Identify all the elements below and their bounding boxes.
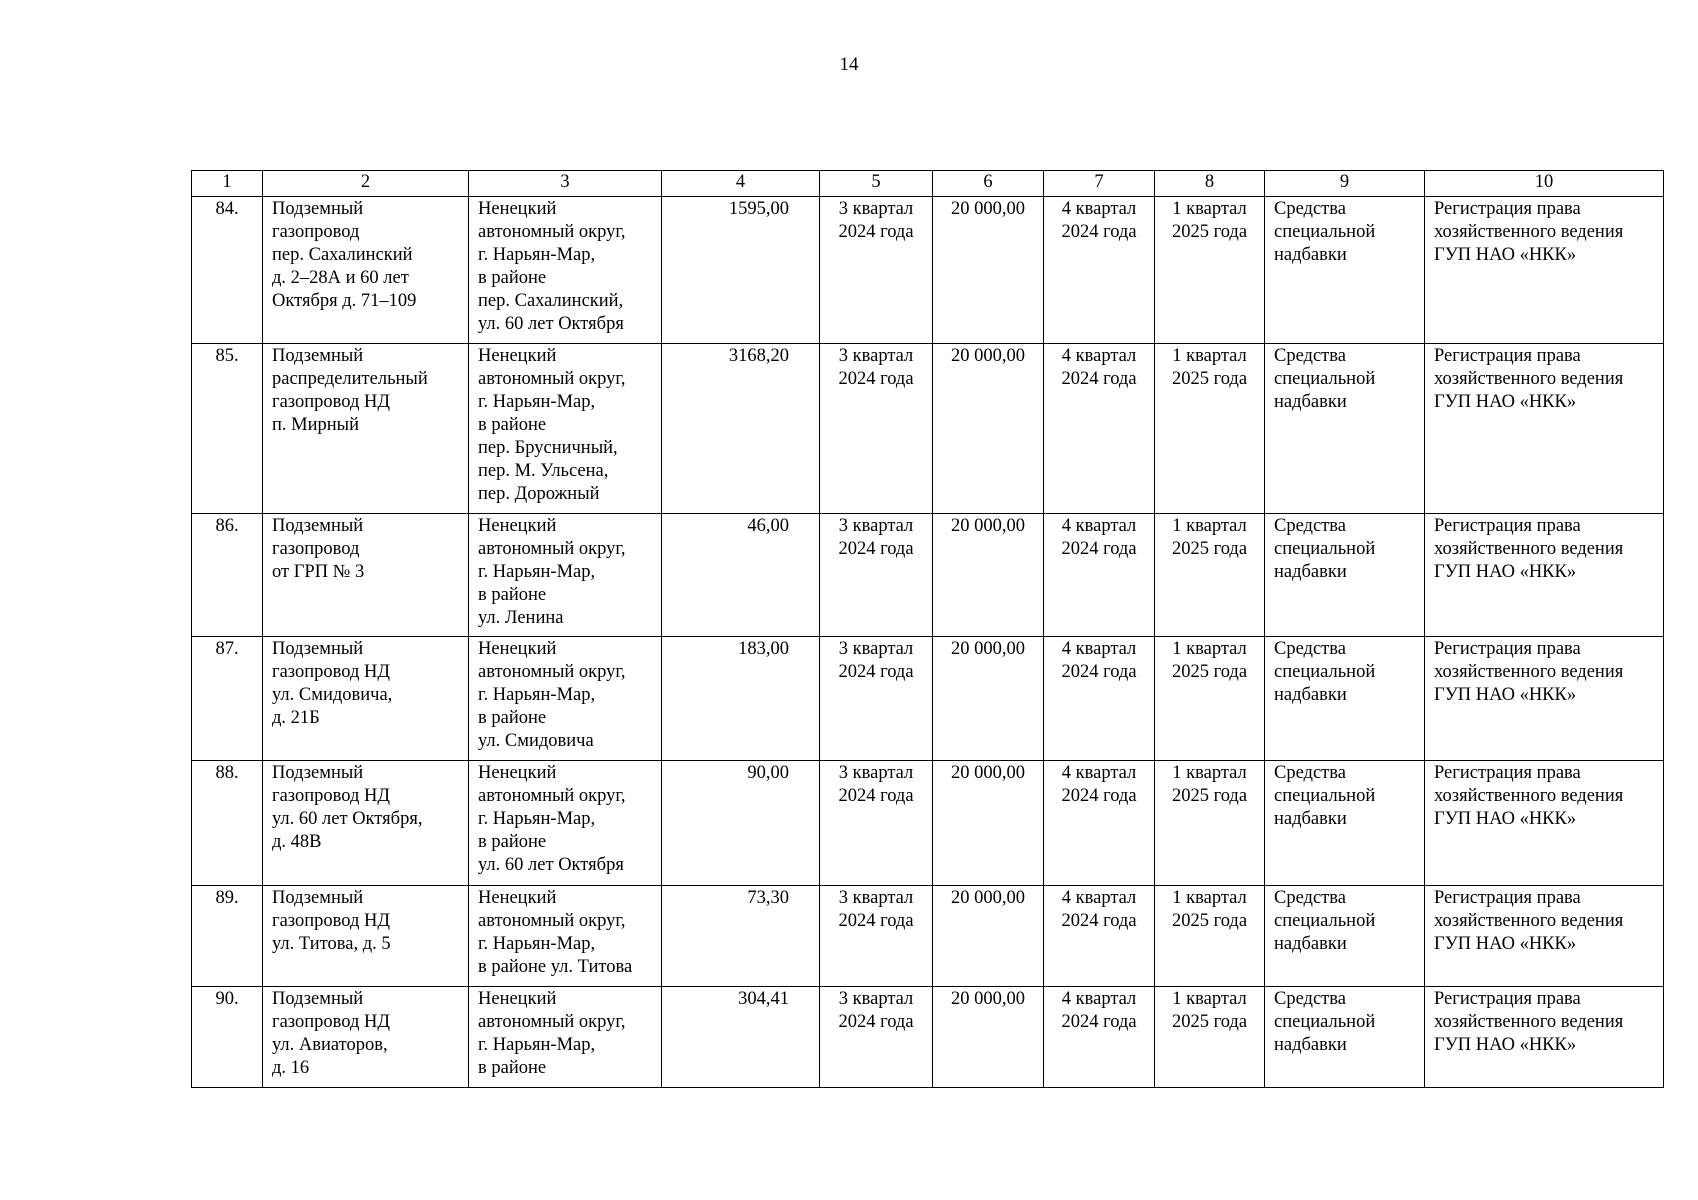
- object-location-line: Ненецкий: [478, 639, 557, 659]
- funding-source-line: Средства: [1274, 346, 1346, 366]
- funding-source-line: Средства: [1274, 199, 1346, 219]
- note: [1425, 761, 1664, 886]
- finish-period-line: 4 квартал: [1061, 989, 1137, 1009]
- object-name-line: пер. Сахалинский: [272, 245, 413, 265]
- funding-source-line: Средства: [1274, 989, 1346, 1009]
- length-value: 183,00: [662, 637, 820, 761]
- start-period-line: 2024 года: [838, 786, 914, 806]
- funding-source-line: надбавки: [1274, 562, 1347, 582]
- note: [1425, 344, 1664, 514]
- object-name: [263, 637, 469, 761]
- note-line: хозяйственного ведения: [1434, 539, 1624, 559]
- start-period-line: 2024 года: [838, 369, 914, 389]
- length-value: 304,41: [662, 987, 820, 1088]
- row-number: 86.: [192, 514, 263, 637]
- object-location-line: ул. 60 лет Октября: [478, 314, 624, 334]
- object-name-line: распределительный: [272, 369, 428, 389]
- commission-period-line: 1 квартал: [1172, 199, 1247, 219]
- commission-period-line: 2025 года: [1171, 222, 1248, 242]
- table-row: [192, 886, 1664, 987]
- finish-period-line: 4 квартал: [1061, 346, 1137, 366]
- funding-source-line: Средства: [1274, 888, 1346, 908]
- cost-value: 20 000,00: [933, 987, 1044, 1088]
- object-location-line: пер. М. Ульсена,: [478, 461, 609, 481]
- object-location: [469, 987, 662, 1088]
- object-location-line: в районе: [478, 832, 547, 852]
- note-line: Регистрация права: [1434, 346, 1581, 366]
- object-name-line: ул. Смидовича,: [272, 685, 393, 705]
- note-line: хозяйственного ведения: [1434, 369, 1624, 389]
- object-location-line: г. Нарьян-Мар,: [478, 685, 596, 705]
- object-name-line: Подземный: [272, 639, 364, 659]
- object-name-line: ул. 60 лет Октября,: [272, 809, 423, 829]
- finish-period: [1044, 637, 1155, 761]
- object-name-line: газопровод НД: [272, 786, 390, 806]
- length-value: 46,00: [662, 514, 820, 637]
- object-name-line: д. 16: [272, 1058, 310, 1078]
- start-period-line: 3 квартал: [838, 888, 914, 908]
- object-location-line: Ненецкий: [478, 516, 557, 536]
- table-row: [192, 197, 1664, 344]
- funding-source: [1265, 344, 1425, 514]
- column-number: 3: [469, 171, 662, 197]
- note-line: ГУП НАО «НКК»: [1434, 934, 1577, 954]
- note-line: ГУП НАО «НКК»: [1434, 685, 1577, 705]
- commission-period-line: 1 квартал: [1172, 763, 1247, 783]
- finish-period-line: 4 квартал: [1061, 639, 1137, 659]
- object-location-line: пер. Сахалинский,: [478, 291, 624, 311]
- funding-source-line: надбавки: [1274, 809, 1347, 829]
- column-number: 5: [820, 171, 933, 197]
- object-location-line: в районе: [478, 585, 547, 605]
- note-line: хозяйственного ведения: [1434, 662, 1624, 682]
- finish-period-line: 2024 года: [1061, 786, 1137, 806]
- funding-source-line: специальной: [1274, 911, 1376, 931]
- funding-source-line: специальной: [1274, 369, 1376, 389]
- column-number: 2: [263, 171, 469, 197]
- commission-period-line: 2025 года: [1171, 662, 1248, 682]
- cost-value: 20 000,00: [933, 197, 1044, 344]
- column-number: 8: [1155, 171, 1265, 197]
- note-line: ГУП НАО «НКК»: [1434, 1035, 1577, 1055]
- object-name: [263, 886, 469, 987]
- object-location-line: ул. Ленина: [478, 608, 564, 628]
- object-location: [469, 761, 662, 886]
- object-location-line: автономный округ,: [478, 539, 626, 559]
- note-line: Регистрация права: [1434, 199, 1581, 219]
- object-location-line: ул. Смидовича: [478, 731, 594, 751]
- cost-value: 20 000,00: [933, 637, 1044, 761]
- funding-source-line: Средства: [1274, 763, 1346, 783]
- object-name-line: д. 48В: [272, 832, 322, 852]
- object-location-line: Ненецкий: [478, 763, 557, 783]
- object-location: [469, 637, 662, 761]
- object-location-line: г. Нарьян-Мар,: [478, 562, 596, 582]
- start-period: [820, 761, 933, 886]
- funding-source-line: надбавки: [1274, 245, 1347, 265]
- object-name-line: Подземный: [272, 346, 364, 366]
- commission-period-line: 1 квартал: [1172, 888, 1247, 908]
- finish-period: [1044, 886, 1155, 987]
- start-period-line: 3 квартал: [838, 516, 914, 536]
- object-name-line: Подземный: [272, 516, 364, 536]
- object-name-line: газопровод: [272, 539, 360, 559]
- object-location-line: г. Нарьян-Мар,: [478, 809, 596, 829]
- funding-source-line: надбавки: [1274, 685, 1347, 705]
- length-value: 1595,00: [662, 197, 820, 344]
- start-period-line: 2024 года: [838, 662, 914, 682]
- commission-period: [1155, 987, 1265, 1088]
- cost-value: 20 000,00: [933, 761, 1044, 886]
- note-line: хозяйственного ведения: [1434, 911, 1624, 931]
- start-period: [820, 344, 933, 514]
- cost-value: 20 000,00: [933, 886, 1044, 987]
- object-location: [469, 344, 662, 514]
- start-period: [820, 637, 933, 761]
- object-name-line: газопровод НД: [272, 662, 390, 682]
- object-location-line: г. Нарьян-Мар,: [478, 245, 596, 265]
- object-name: [263, 344, 469, 514]
- start-period-line: 2024 года: [838, 1012, 914, 1032]
- column-number: 9: [1265, 171, 1425, 197]
- object-location-line: автономный округ,: [478, 369, 626, 389]
- object-location-line: г. Нарьян-Мар,: [478, 392, 596, 412]
- funding-source-line: надбавки: [1274, 392, 1347, 412]
- funding-source-line: надбавки: [1274, 934, 1347, 954]
- object-name-line: газопровод НД: [272, 392, 390, 412]
- object-location-line: ул. 60 лет Октября: [478, 855, 624, 875]
- funding-source-line: специальной: [1274, 539, 1376, 559]
- row-number: 84.: [192, 197, 263, 344]
- funding-source: [1265, 987, 1425, 1088]
- table-body: [192, 197, 1664, 1088]
- commission-period-line: 2025 года: [1171, 539, 1248, 559]
- cost-value: 20 000,00: [933, 344, 1044, 514]
- object-name-line: д. 21Б: [272, 708, 320, 728]
- funding-source-line: специальной: [1274, 786, 1376, 806]
- finish-period: [1044, 514, 1155, 637]
- funding-source: [1265, 637, 1425, 761]
- finish-period-line: 2024 года: [1061, 222, 1137, 242]
- finish-period-line: 2024 года: [1061, 539, 1137, 559]
- object-name-line: Подземный: [272, 989, 364, 1009]
- start-period-line: 3 квартал: [838, 639, 914, 659]
- note-line: ГУП НАО «НКК»: [1434, 809, 1577, 829]
- object-location-line: Ненецкий: [478, 888, 557, 908]
- object-location: [469, 514, 662, 637]
- object-name-line: ул. Титова, д. 5: [272, 934, 391, 954]
- start-period: [820, 987, 933, 1088]
- finish-period-line: 2024 года: [1061, 369, 1137, 389]
- row-number: 87.: [192, 637, 263, 761]
- commission-period: [1155, 197, 1265, 344]
- object-location-line: автономный округ,: [478, 911, 626, 931]
- object-name-line: п. Мирный: [272, 415, 359, 435]
- start-period-line: 3 квартал: [838, 199, 914, 219]
- commission-period: [1155, 344, 1265, 514]
- note-line: Регистрация права: [1434, 989, 1581, 1009]
- length-value: 3168,20: [662, 344, 820, 514]
- finish-period-line: 2024 года: [1061, 662, 1137, 682]
- object-name: [263, 514, 469, 637]
- finish-period-line: 4 квартал: [1061, 763, 1137, 783]
- object-location-line: г. Нарьян-Мар,: [478, 934, 596, 954]
- note-line: ГУП НАО «НКК»: [1434, 562, 1577, 582]
- column-number-header-row: [192, 171, 1664, 197]
- column-number: 6: [933, 171, 1044, 197]
- table-row: [192, 514, 1664, 637]
- commission-period: [1155, 761, 1265, 886]
- commission-period: [1155, 886, 1265, 987]
- funding-source-line: специальной: [1274, 1012, 1376, 1032]
- start-period: [820, 514, 933, 637]
- finish-period: [1044, 761, 1155, 886]
- funding-source: [1265, 197, 1425, 344]
- object-name-line: Подземный: [272, 199, 364, 219]
- object-name-line: газопровод: [272, 222, 360, 242]
- finish-period-line: 2024 года: [1061, 1012, 1137, 1032]
- object-location-line: в районе: [478, 268, 547, 288]
- note-line: Регистрация права: [1434, 763, 1581, 783]
- row-number: 85.: [192, 344, 263, 514]
- note: [1425, 197, 1664, 344]
- start-period-line: 2024 года: [838, 539, 914, 559]
- object-name: [263, 761, 469, 886]
- finish-period: [1044, 197, 1155, 344]
- finish-period: [1044, 987, 1155, 1088]
- finish-period-line: 2024 года: [1061, 911, 1137, 931]
- start-period-line: 3 квартал: [838, 346, 914, 366]
- object-name-line: Октября д. 71–109: [272, 291, 417, 311]
- object-location-line: Ненецкий: [478, 989, 557, 1009]
- commission-period-line: 1 квартал: [1172, 989, 1247, 1009]
- object-name-line: газопровод НД: [272, 911, 390, 931]
- start-period-line: 3 квартал: [838, 763, 914, 783]
- object-location-line: автономный округ,: [478, 786, 626, 806]
- row-number: 90.: [192, 987, 263, 1088]
- column-number: 10: [1425, 171, 1664, 197]
- object-location-line: в районе: [478, 708, 547, 728]
- commission-period: [1155, 637, 1265, 761]
- note-line: хозяйственного ведения: [1434, 786, 1624, 806]
- object-name-line: Подземный: [272, 763, 364, 783]
- commission-period-line: 1 квартал: [1172, 346, 1247, 366]
- funding-source-line: специальной: [1274, 662, 1376, 682]
- funding-source: [1265, 514, 1425, 637]
- commission-period-line: 1 квартал: [1172, 516, 1247, 536]
- column-number: 1: [192, 171, 263, 197]
- object-location-line: автономный округ,: [478, 662, 626, 682]
- funding-source-line: надбавки: [1274, 1035, 1347, 1055]
- object-name-line: ул. Авиаторов,: [272, 1035, 388, 1055]
- start-period-line: 3 квартал: [838, 989, 914, 1009]
- object-location-line: в районе: [478, 1058, 547, 1078]
- object-name-line: Подземный: [272, 888, 364, 908]
- commission-period: [1155, 514, 1265, 637]
- note-line: хозяйственного ведения: [1434, 222, 1624, 242]
- start-period-line: 2024 года: [838, 911, 914, 931]
- commission-period-line: 2025 года: [1171, 911, 1248, 931]
- object-location-line: пер. Дорожный: [478, 484, 600, 504]
- finish-period-line: 4 квартал: [1061, 888, 1137, 908]
- row-number: 89.: [192, 886, 263, 987]
- object-location-line: в районе: [478, 415, 547, 435]
- object-location-line: Ненецкий: [478, 346, 557, 366]
- length-value: 73,30: [662, 886, 820, 987]
- commission-period-line: 2025 года: [1171, 369, 1248, 389]
- funding-source-line: специальной: [1274, 222, 1376, 242]
- finish-period-line: 4 квартал: [1061, 199, 1137, 219]
- finish-period-line: 4 квартал: [1061, 516, 1137, 536]
- column-number: 7: [1044, 171, 1155, 197]
- length-value: 90,00: [662, 761, 820, 886]
- object-name: [263, 197, 469, 344]
- object-location-line: автономный округ,: [478, 222, 626, 242]
- start-period: [820, 197, 933, 344]
- investment-table: [191, 170, 1664, 1088]
- note: [1425, 886, 1664, 987]
- object-location-line: Ненецкий: [478, 199, 557, 219]
- column-number: 4: [662, 171, 820, 197]
- commission-period-line: 2025 года: [1171, 1012, 1248, 1032]
- table-row: [192, 987, 1664, 1088]
- funding-source-line: Средства: [1274, 639, 1346, 659]
- note-line: ГУП НАО «НКК»: [1434, 392, 1577, 412]
- note: [1425, 514, 1664, 637]
- note-line: хозяйственного ведения: [1434, 1012, 1624, 1032]
- funding-source: [1265, 761, 1425, 886]
- row-number: 88.: [192, 761, 263, 886]
- funding-source-line: Средства: [1274, 516, 1346, 536]
- note-line: Регистрация права: [1434, 888, 1581, 908]
- object-location: [469, 886, 662, 987]
- commission-period-line: 2025 года: [1171, 786, 1248, 806]
- object-name-line: от ГРП № 3: [272, 562, 365, 582]
- object-location-line: пер. Брусничный,: [478, 438, 618, 458]
- object-location: [469, 197, 662, 344]
- object-name-line: газопровод НД: [272, 1012, 390, 1032]
- note: [1425, 987, 1664, 1088]
- table-row: [192, 637, 1664, 761]
- commission-period-line: 1 квартал: [1172, 639, 1247, 659]
- note: [1425, 637, 1664, 761]
- object-location-line: автономный округ,: [478, 1012, 626, 1032]
- object-name: [263, 987, 469, 1088]
- funding-source: [1265, 886, 1425, 987]
- object-name-line: д. 2–28А и 60 лет: [272, 268, 409, 288]
- start-period: [820, 886, 933, 987]
- note-line: Регистрация права: [1434, 639, 1581, 659]
- table-row: [192, 344, 1664, 514]
- note-line: ГУП НАО «НКК»: [1434, 245, 1577, 265]
- page-number: 14: [839, 54, 859, 75]
- cost-value: 20 000,00: [933, 514, 1044, 637]
- object-location-line: в районе ул. Титова: [478, 957, 633, 977]
- start-period-line: 2024 года: [838, 222, 914, 242]
- note-line: Регистрация права: [1434, 516, 1581, 536]
- object-location-line: г. Нарьян-Мар,: [478, 1035, 596, 1055]
- table-row: [192, 761, 1664, 886]
- finish-period: [1044, 344, 1155, 514]
